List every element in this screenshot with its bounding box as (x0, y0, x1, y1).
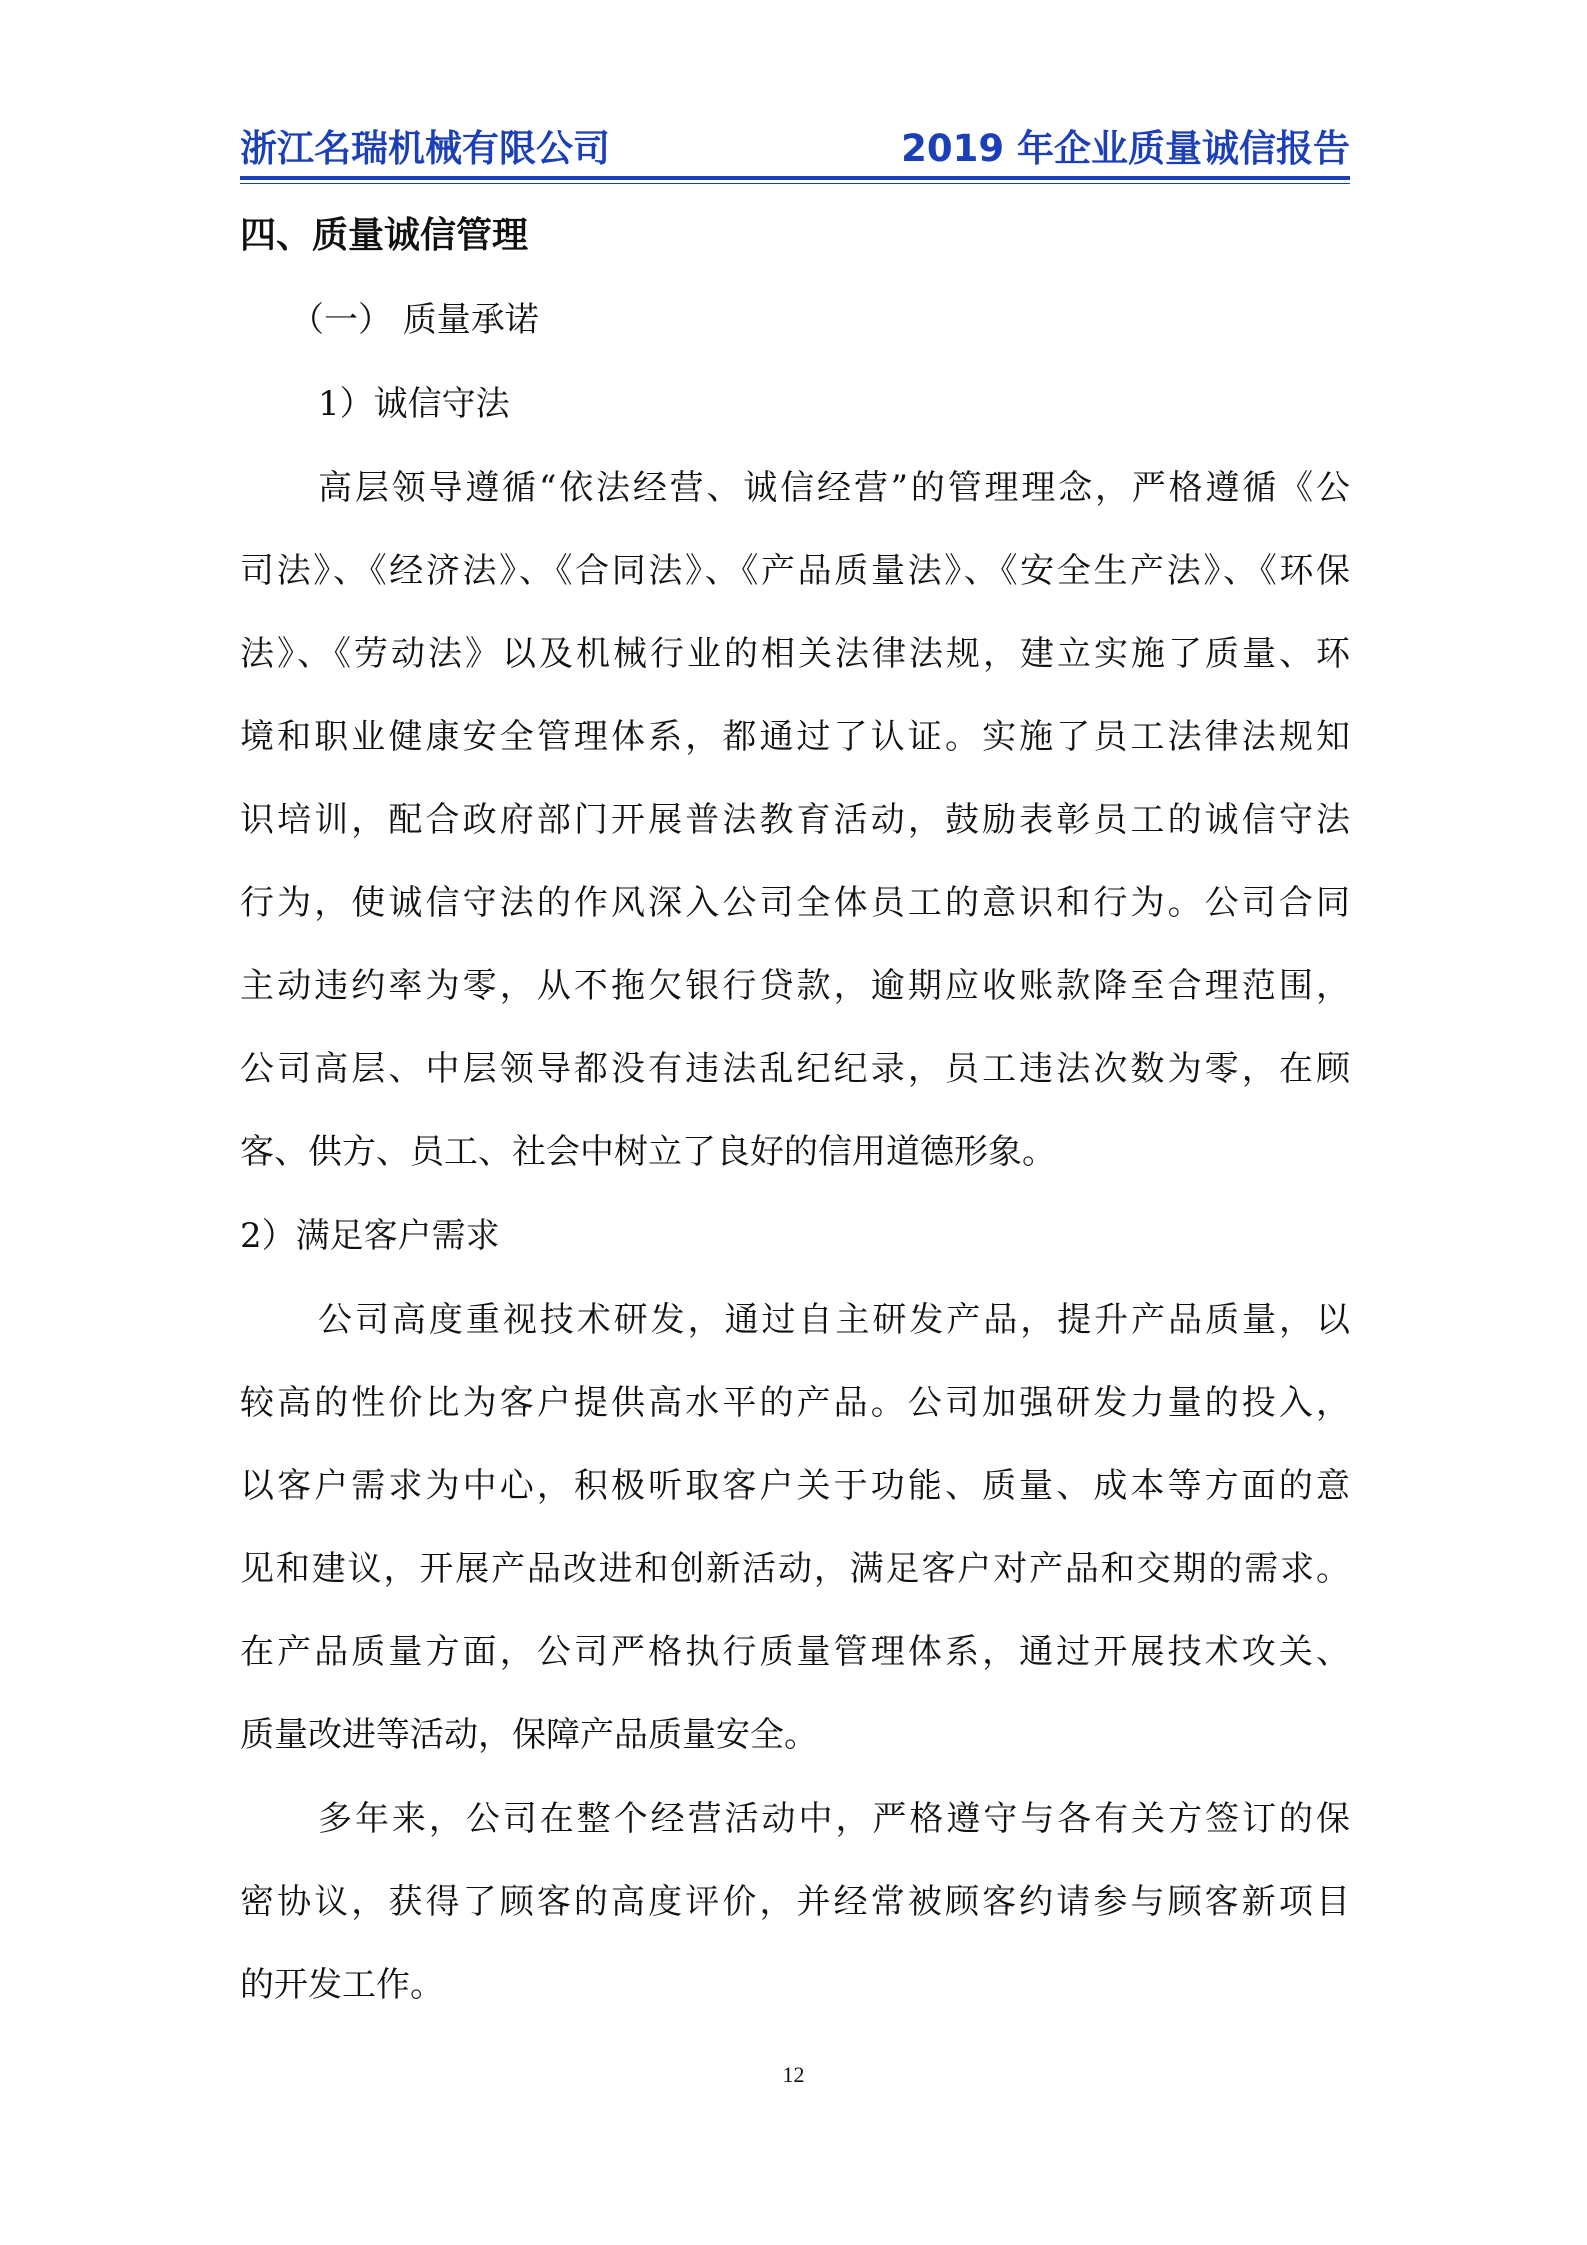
paragraph-line: 法》、《劳动法》以及机械行业的相关法律法规，建立实施了质量、环 (240, 634, 1350, 674)
section-subheading: （一） 质量承诺 (290, 300, 539, 340)
page-header (240, 118, 1350, 174)
header-company-name: 浙江名瑞机械有限公司 (240, 127, 610, 170)
paragraph-line: 质量改进等活动，保障产品质量安全。 (240, 1715, 818, 1755)
header-report-title: 2019 年企业质量诚信报告 (901, 127, 1350, 170)
paragraph-line: 司法》、《经济法》、《合同法》、《产品质量法》、《安全生产法》、《环保 (240, 551, 1350, 591)
paragraph-line: 公司高度重视技术研发，通过自主研发产品，提升产品质量，以 (318, 1300, 1350, 1340)
paragraph-line: 境和职业健康安全管理体系，都通过了认证。实施了员工法律法规知 (240, 717, 1350, 757)
paragraph-line: 公司高层、中层领导都没有违法乱纪纪录，员工违法次数为零，在顾 (240, 1049, 1350, 1089)
section-heading: 四、质量诚信管理 (240, 215, 529, 256)
paragraph-line: 以客户需求为中心，积极听取客户关于功能、质量、成本等方面的意 (240, 1466, 1350, 1506)
paragraph-line: 在产品质量方面，公司严格执行质量管理体系，通过开展技术攻关、 (240, 1632, 1350, 1672)
paragraph-line: 识培训，配合政府部门开展普法教育活动，鼓励表彰员工的诚信守法 (240, 800, 1350, 840)
item1-title: 1）诚信守法 (318, 384, 510, 424)
header-rule-thick (240, 176, 1350, 180)
paragraph-line: 的开发工作。 (240, 1965, 444, 2005)
item2-title: 2）满足客户需求 (240, 1216, 500, 1256)
header-rule-thin (240, 183, 1350, 184)
paragraph-line: 主动违约率为零，从不拖欠银行贷款，逾期应收账款降至合理范围， (240, 966, 1350, 1006)
paragraph-line: 密协议，获得了顾客的高度评价，并经常被顾客约请参与顾客新项目 (240, 1882, 1350, 1922)
paragraph-line: 较高的性价比为客户提供高水平的产品。公司加强研发力量的投入， (240, 1383, 1350, 1423)
paragraph-line: 多年来，公司在整个经营活动中，严格遵守与各有关方签订的保 (318, 1799, 1350, 1839)
page-number: 12 (782, 2062, 805, 2087)
paragraph-line: 见和建议，开展产品改进和创新活动，满足客户对产品和交期的需求。 (240, 1549, 1350, 1589)
paragraph-line: 行为，使诚信守法的作风深入公司全体员工的意识和行为。公司合同 (240, 883, 1350, 923)
paragraph-line: 高层领导遵循“依法经营、诚信经营”的管理理念，严格遵循《公 (318, 468, 1350, 508)
paragraph-line: 客、供方、员工、社会中树立了良好的信用道德形象。 (240, 1132, 1056, 1172)
